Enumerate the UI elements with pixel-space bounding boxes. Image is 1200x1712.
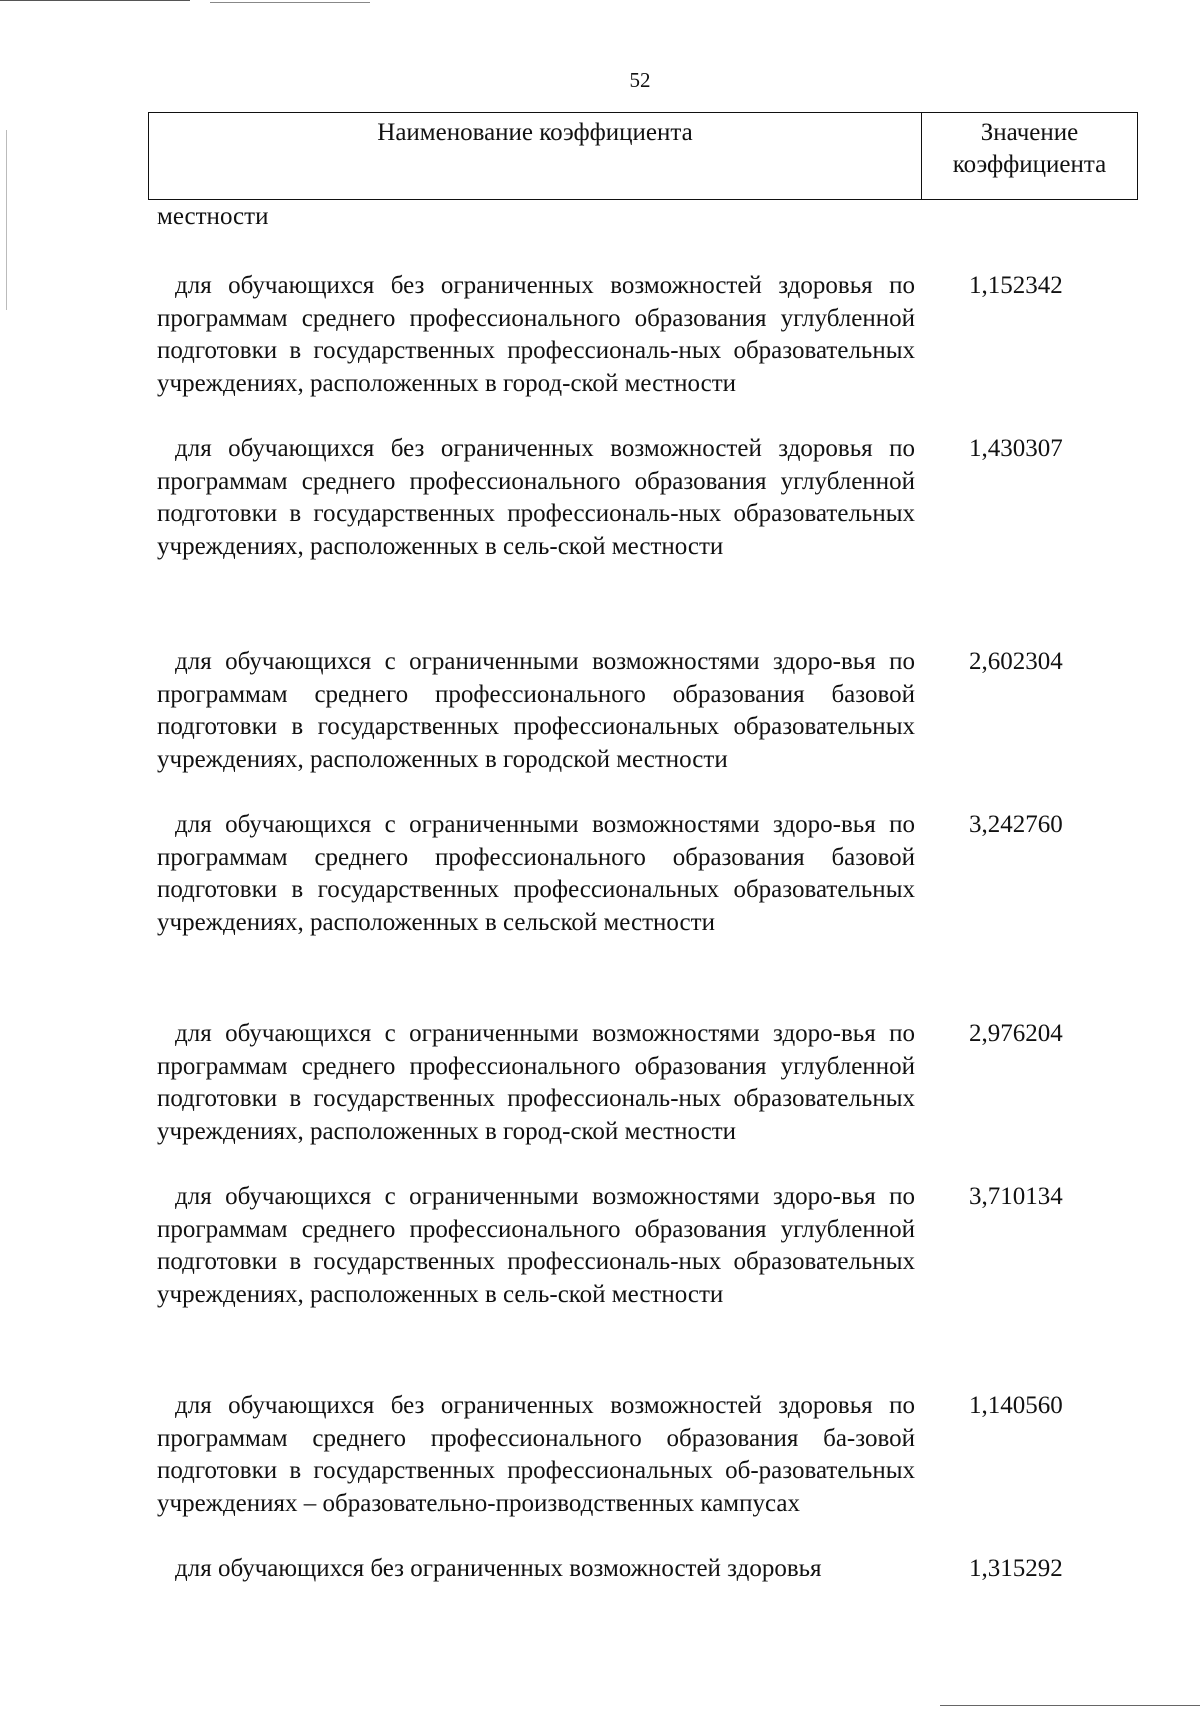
coefficient-name: для обучающихся с ограниченными возможностями здоро-вья по программам среднего профессионального образования базовой подготовки в государственных профессиональных образовательных учреждениях, расположенных в городской местности: [157, 648, 915, 773]
coefficient-value: 2,976204: [969, 1020, 1063, 1047]
coefficient-value: 1,315292: [969, 1555, 1063, 1582]
column-header-value-line1: Значение: [980, 119, 1079, 146]
coefficient-name: для обучающихся с ограниченными возможностями здоро-вья по программам среднего профессионального образования углубленной подготовки в государственных профессиональ-ных образовательных учреждениях, расположенных в сель-ской местности: [157, 1183, 915, 1308]
coefficient-name: для обучающихся без ограниченных возможностей здоровья по программам среднего профессионального образования углубленной подготовки в государственных профессиональ-ных образовательных учреждениях, расположенных в сель-ской местности: [157, 435, 915, 560]
coefficient-value: 1,140560: [969, 1392, 1063, 1419]
coefficient-name: для обучающихся без ограниченных возможностей здоровья по программам среднего профессионального образования углубленной подготовки в государственных профессиональ-ных образовательных учреждениях, расположенных в город-ской местности: [157, 272, 915, 397]
coefficient-value: 3,242760: [969, 811, 1063, 838]
coefficient-value: 3,710134: [969, 1183, 1063, 1210]
coefficient-value: 2,602304: [969, 648, 1063, 675]
coefficient-value: 1,152342: [969, 272, 1063, 299]
coefficient-name: для обучающихся с ограниченными возможностями здоро-вья по программам среднего профессионального образования углубленной подготовки в государственных профессиональ-ных образовательных учреждениях, расположенных в город-ской местности: [157, 1020, 915, 1145]
continuation-text: местности: [157, 203, 269, 230]
page-number: 52: [629, 68, 651, 92]
coefficient-value: 1,430307: [969, 435, 1063, 462]
scan-edge-line: [210, 2, 370, 3]
coefficient-name: для обучающихся с ограниченными возможностями здоро-вья по программам среднего профессионального образования базовой подготовки в государственных профессиональных образовательных учреждениях, расположенных в сельской местности: [157, 811, 915, 936]
column-header-value-line2: коэффициента: [952, 151, 1107, 178]
column-header-value: [922, 113, 1137, 199]
scan-edge-line: [6, 130, 7, 310]
coefficient-name: для обучающихся без ограниченных возможностей здоровья: [175, 1555, 822, 1582]
coefficient-name: для обучающихся без ограниченных возможностей здоровья по программам среднего профессионального образования ба-зовой подготовки в государственных профессиональных об-разовательных учреждениях – образовательно-производственных кампусах: [157, 1392, 915, 1517]
scan-edge-line: [0, 0, 190, 1]
column-header-name: Наименование коэффициента: [149, 113, 922, 199]
scan-edge-line: [940, 1705, 1200, 1706]
table-header: [148, 112, 1138, 200]
